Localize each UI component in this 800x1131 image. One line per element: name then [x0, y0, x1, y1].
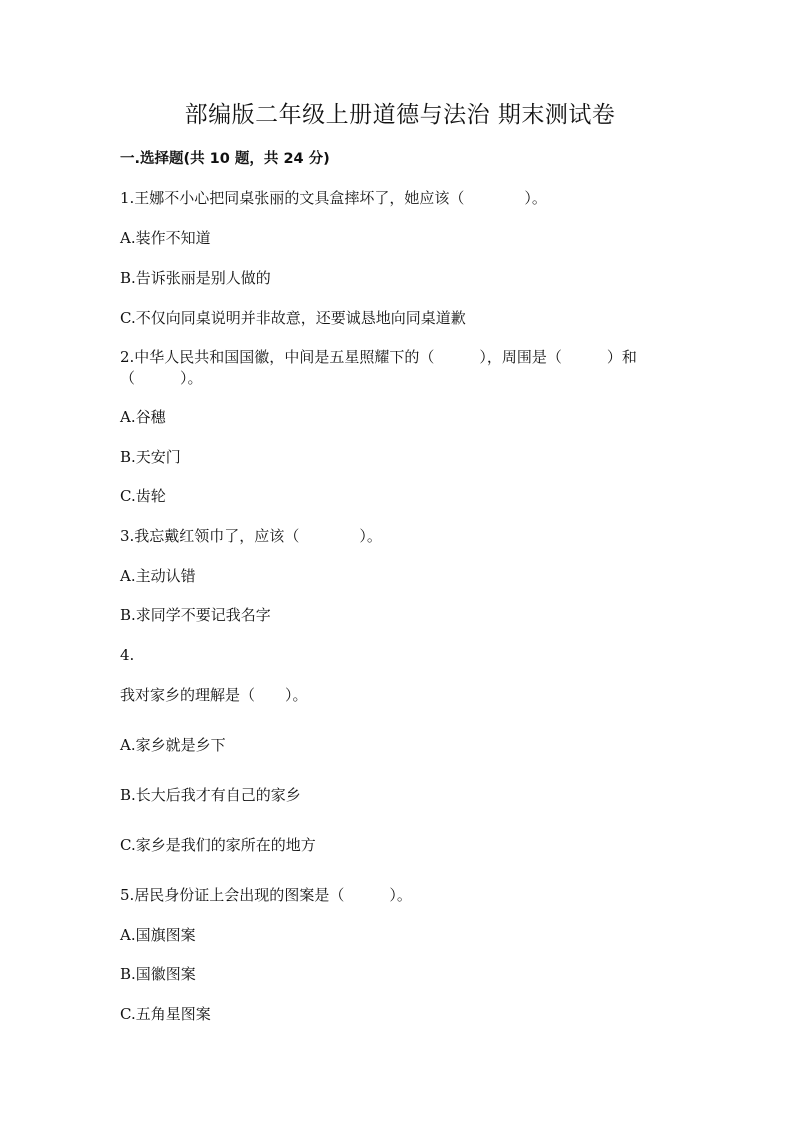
question-2-option-a: A.谷穗	[120, 408, 166, 426]
question-3-option-b: B.求同学不要记我名字	[120, 606, 271, 624]
question-2-stem: 2.中华人民共和国国徽，中间是五星照耀下的（ ），周围是（ ）和	[120, 348, 637, 366]
question-1-stem: 1.王娜不小心把同桌张丽的文具盒摔坏了，她应该（ ）。	[120, 189, 547, 207]
question-4-stem: 我对家乡的理解是（ ）。	[120, 686, 308, 704]
question-4-option-c: C.家乡是我们的家所在的地方	[120, 836, 316, 854]
exam-title: 部编版二年级上册道德与法治 期末测试卷	[184, 102, 616, 128]
question-2-option-b: B.天安门	[120, 448, 181, 466]
question-4-option-b: B.长大后我才有自己的家乡	[120, 786, 301, 804]
question-5-option-a: A.国旗图案	[120, 926, 196, 944]
question-1-option-b: B.告诉张丽是别人做的	[120, 269, 271, 287]
question-3-stem: 3.我忘戴红领巾了，应该（ ）。	[120, 527, 382, 545]
question-5-option-b: B.国徽图案	[120, 965, 196, 983]
question-2-stem-continued: （ ）。	[120, 369, 203, 387]
question-3-option-a: A.主动认错	[120, 567, 196, 585]
question-2-option-c: C.齿轮	[120, 487, 166, 505]
question-1-option-a: A.装作不知道	[120, 229, 211, 247]
question-4-option-a: A.家乡就是乡下	[120, 736, 226, 754]
question-5-stem: 5.居民身份证上会出现的图案是（ ）。	[120, 886, 412, 904]
question-5-option-c: C.五角星图案	[120, 1005, 211, 1023]
section-heading: 一.选择题(共 10 题，共 24 分)	[120, 151, 330, 167]
question-1-option-c: C.不仅向同桌说明并非故意，还要诚恳地向同桌道歉	[120, 309, 466, 327]
question-4-number: 4.	[120, 646, 135, 664]
